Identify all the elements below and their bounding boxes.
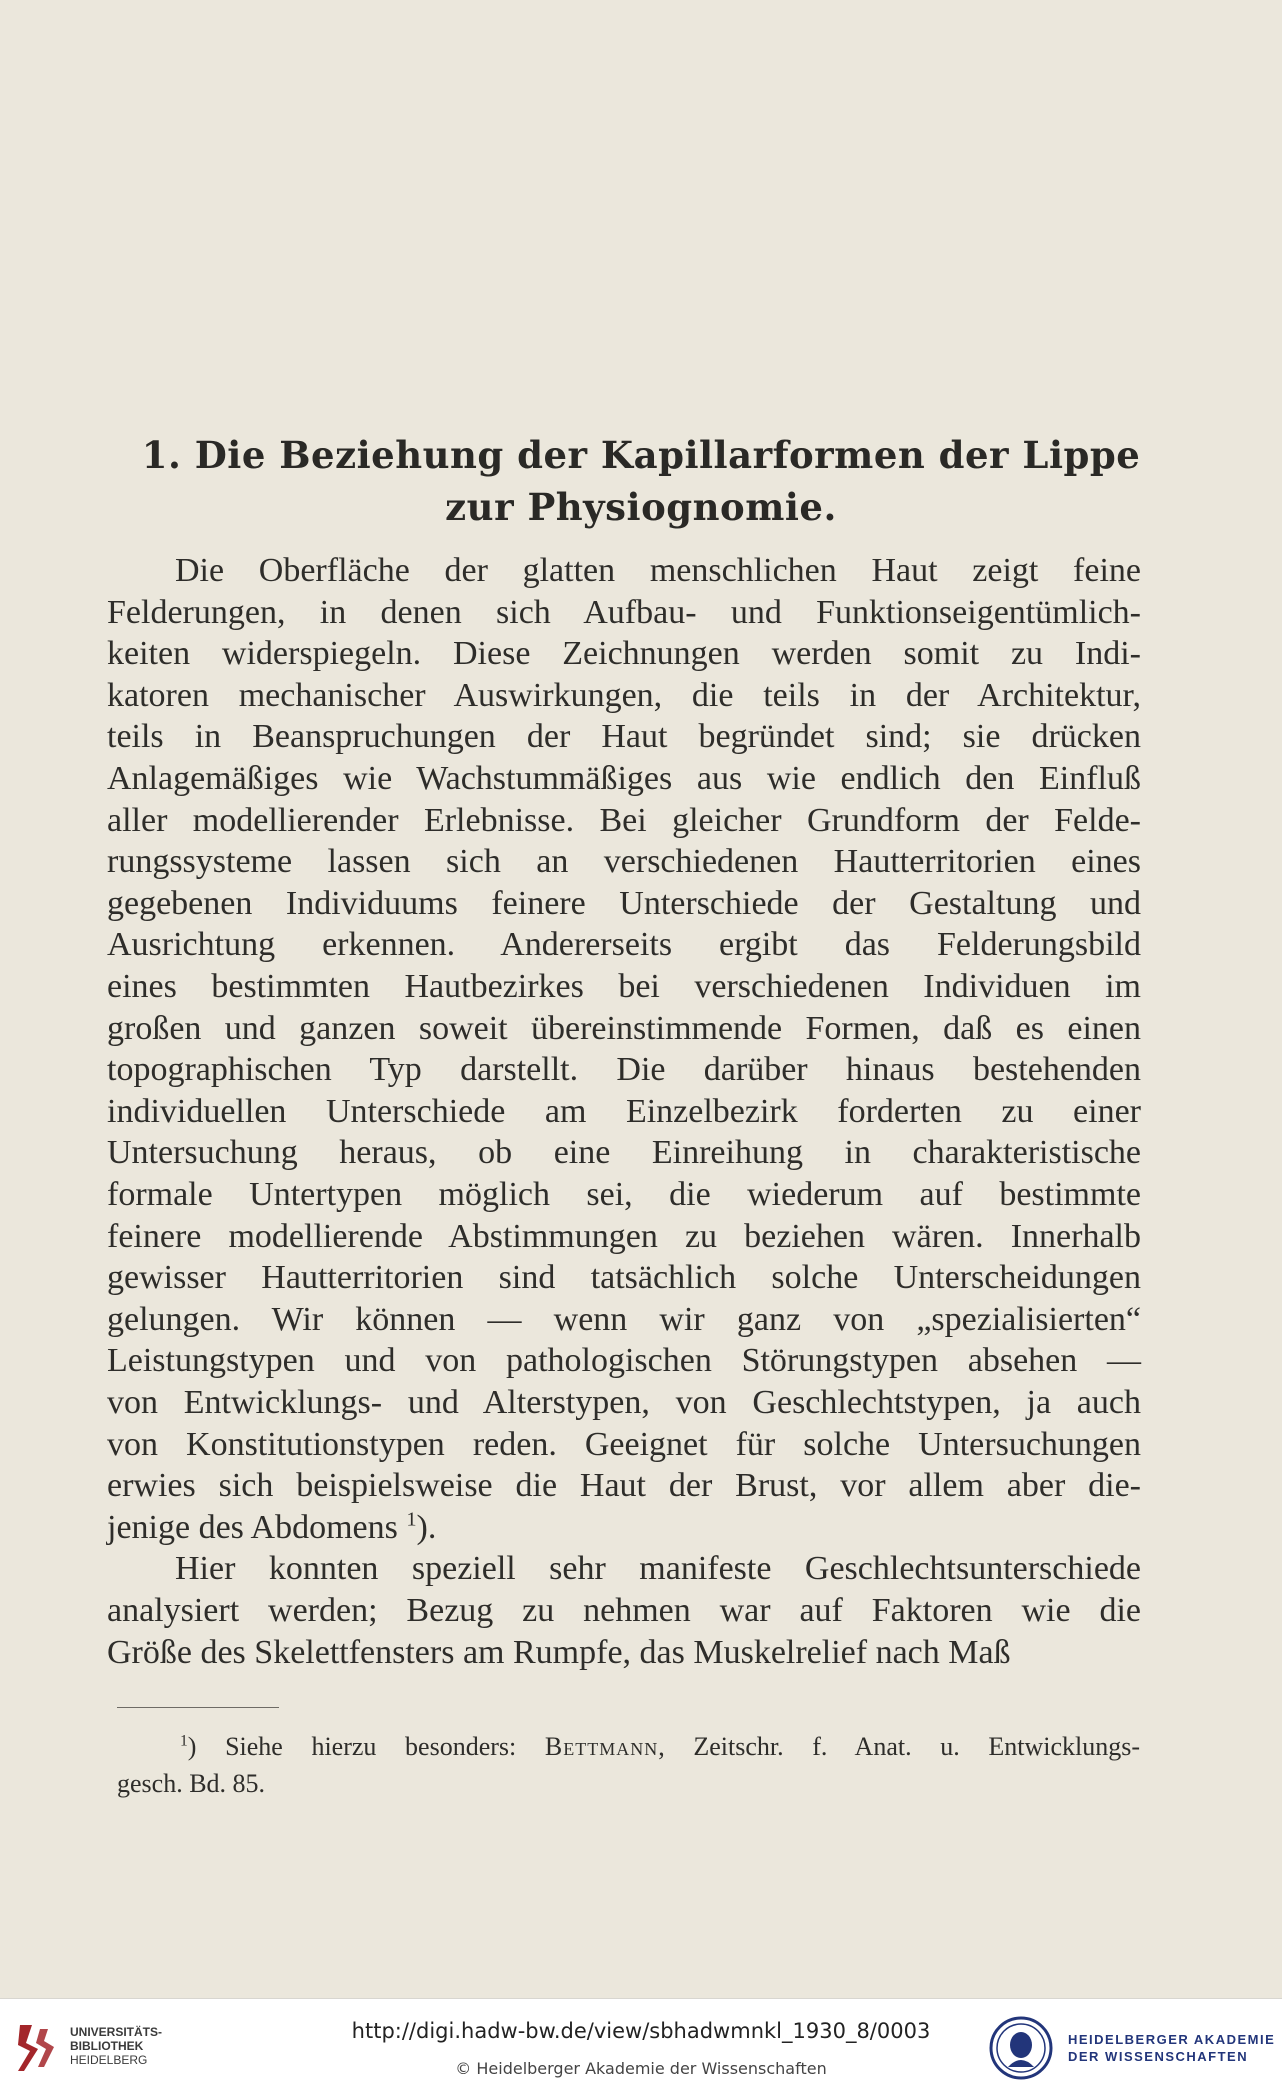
ub-line-3: HEIDELBERG <box>70 2053 148 2067</box>
academy-seal-icon <box>988 2015 1054 2081</box>
body-line: feinere modellierende Abstimmungen zu beziehen wären. Innerhalb <box>107 1217 1141 1255</box>
ub-line-1: UNIVERSITÄTS- <box>70 2025 163 2039</box>
footnote-reference: 1 <box>406 1508 417 1531</box>
body-line: keiten widerspiegeln. Diese Zeichnungen werden somit zu Indi- <box>107 635 1141 673</box>
copyright-notice: © Heidelberger Akademie der Wissenschaften <box>455 2059 827 2078</box>
academy-line-1: HEIDELBERGER AKADEMIE <box>1068 2032 1276 2047</box>
body-line: Größe des Skelettfensters am Rumpfe, das Muskelrelief nach Maß <box>107 1633 1011 1671</box>
footnote-line-2: gesch. Bd. 85. <box>117 1769 266 1798</box>
academy-name <box>1068 2031 1275 2065</box>
body-line: gewisser Hautterritorien sind tatsächlich solche Unterscheidungen <box>107 1259 1141 1297</box>
body-line: eines bestimmten Hautbezirkes bei verschiedenen Individuen im <box>107 968 1141 1005</box>
footnote-author: Bettmann <box>544 1732 659 1761</box>
body-line: Die Oberfläche der glatten menschlichen Haut zeigt feine <box>175 552 1141 589</box>
footnote-rule <box>117 1707 279 1708</box>
body-line: Untersuchung heraus, ob eine Einreihung in charakteristische <box>107 1134 1141 1172</box>
body-line: Anlagemäßiges wie Wachstummäßiges aus wie endlich den Einfluß <box>107 760 1141 797</box>
body-line: Leistungstypen und von pathologischen Störungstypen absehen — <box>107 1342 1141 1380</box>
body-line: aller modellierender Erlebnisse. Bei gleicher Grundform der Felde- <box>107 801 1141 839</box>
body-line: katoren mechanischer Auswirkungen, die teils in der Architektur, <box>107 676 1141 714</box>
body-line: Ausrichtung erkennen. Andererseits ergibt das Felderungsbild <box>107 926 1141 964</box>
body-line: teils in Beanspruchungen der Haut begründet sind; sie drücken <box>107 718 1141 756</box>
body-line <box>107 1507 1141 1549</box>
body-line: Felderungen, in denen sich Aufbau- und Funktionseigentümlich- <box>107 593 1141 631</box>
body-line-text: jenige des Abdomens <box>107 1508 398 1546</box>
footnote-marker: 1 <box>180 1732 188 1750</box>
body-line: gegebenen Individuums feinere Unterschiede der Gestaltung und <box>107 884 1141 922</box>
body-line: formale Untertypen möglich sei, die wiederum auf bestimmte <box>107 1176 1141 1213</box>
body-line: rungssysteme lassen sich an verschiedenen Hautterritorien eines <box>107 843 1141 881</box>
footnote-text-pre: ) Siehe hierzu besonders: <box>187 1732 545 1761</box>
body-line: individuellen Unterschiede am Einzelbezirk forderten zu einer <box>107 1092 1141 1130</box>
body-line: von Entwicklungs- und Alterstypen, von Geschlechtstypen, ja auch <box>107 1384 1141 1421</box>
body-line: von Konstitutionstypen reden. Geeignet für solche Untersuchungen <box>107 1425 1141 1463</box>
chapter-title-line-2: zur Physiognomie. <box>445 485 837 529</box>
academy-line-2: DER WISSENSCHAFTEN <box>1068 2049 1249 2064</box>
ub-line-2: BIBLIOTHEK <box>70 2039 144 2053</box>
footnote-text-post: , Zeitschr. f. Anat. u. Entwicklungs- <box>658 1732 1140 1761</box>
permalink-url[interactable]: http://digi.hadw-bw.de/view/sbhadwmnkl_1930_8/0003 <box>351 2019 931 2043</box>
footnote-line-1 <box>180 1730 1140 1764</box>
body-line: analysiert werden; Bezug zu nehmen war auf Faktoren wie die <box>107 1592 1141 1629</box>
body-line: erwies sich beispielsweise die Haut der Brust, vor allem aber die- <box>107 1467 1141 1505</box>
viewer-footer <box>0 1998 1282 2096</box>
body-line: Hier konnten speziell sehr manifeste Geschlechtsunterschiede <box>175 1550 1141 1588</box>
footnote-reference-close: ). <box>416 1508 437 1546</box>
chapter-title-line-1: 1. Die Beziehung der Kapillarformen der Lippe <box>141 433 1141 477</box>
body-line: gelungen. Wir können — wenn wir ganz von „spezialisierten“ <box>107 1300 1141 1338</box>
body-line: topographischen Typ darstellt. Die darüber hinaus bestehenden <box>107 1051 1141 1089</box>
body-line: großen und ganzen soweit übereinstimmende Formen, daß es einen <box>107 1009 1141 1047</box>
